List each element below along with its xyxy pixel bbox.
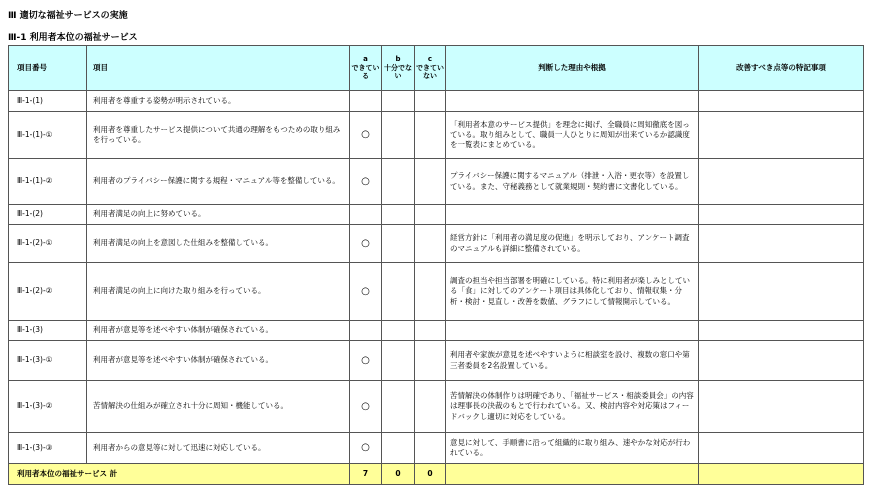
row-grade-a (350, 205, 382, 225)
row-id: Ⅲ-1-(1) (9, 91, 87, 112)
header-grade-a (350, 46, 382, 91)
header-grade-b-letter: b (395, 55, 401, 64)
row-reason: 「利用者本意のサービス提供」を理念に掲げ、全職員に周知徹底を図っている。取り組みとして、職員一人ひとりに周知が出来ているか認識度を一覧表にまとめている。 (446, 112, 699, 159)
table-row (9, 263, 864, 321)
row-reason (446, 205, 699, 225)
row-grade-a: ○ (350, 381, 382, 433)
row-grade-c (415, 205, 446, 225)
row-grade-a: ○ (350, 341, 382, 381)
table-row (9, 205, 864, 225)
row-grade-b (382, 205, 415, 225)
table-row (9, 321, 864, 341)
table-row (9, 225, 864, 263)
table-row (9, 433, 864, 464)
row-id: Ⅲ-1-(3)-② (9, 381, 87, 433)
row-grade-c (415, 381, 446, 433)
row-item: 利用者満足の向上に向けた取り組みを行っている。 (87, 263, 350, 321)
total-notes-empty (699, 464, 864, 485)
header-notes: 改善すべき点等の特記事項 (699, 46, 864, 91)
row-reason (446, 321, 699, 341)
subsection-title: Ⅲ-1 利用者本位の福祉サービス (8, 33, 138, 43)
row-item: 利用者満足の向上に努めている。 (87, 205, 350, 225)
row-notes (699, 321, 864, 341)
row-grade-a (350, 321, 382, 341)
row-notes (699, 225, 864, 263)
row-id: Ⅲ-1-(1)-② (9, 159, 87, 205)
row-id: Ⅲ-1-(3)-① (9, 341, 87, 381)
row-item: 利用者が意見等を述べやすい体制が確保されている。 (87, 321, 350, 341)
row-grade-c (415, 321, 446, 341)
row-grade-b (382, 225, 415, 263)
row-notes (699, 205, 864, 225)
row-notes (699, 91, 864, 112)
table-row (9, 341, 864, 381)
row-notes (699, 159, 864, 205)
row-grade-c (415, 225, 446, 263)
row-item: 苦情解決の仕組みが確立され十分に周知・機能している。 (87, 381, 350, 433)
row-grade-c (415, 91, 446, 112)
table-row (9, 112, 864, 159)
header-grade-c-letter: c (427, 55, 433, 64)
row-grade-c (415, 263, 446, 321)
header-reason: 判断した理由や根拠 (446, 46, 699, 91)
table-row (9, 91, 864, 112)
row-notes (699, 341, 864, 381)
total-label: 利用者本位の福祉サービス 計 (9, 464, 350, 485)
total-reason-empty (446, 464, 699, 485)
row-id: Ⅲ-1-(3) (9, 321, 87, 341)
header-grade-b-text: 十分でない (384, 63, 412, 81)
row-item: 利用者を尊重したサービス提供について共通の理解をもつための取り組みを行っている。 (87, 112, 350, 159)
row-grade-b (382, 341, 415, 381)
row-grade-a: ○ (350, 225, 382, 263)
total-grade-b: 0 (382, 464, 415, 485)
row-id: Ⅲ-1-(1)-① (9, 112, 87, 159)
row-grade-b (382, 91, 415, 112)
row-id: Ⅲ-1-(2)-① (9, 225, 87, 263)
row-notes (699, 263, 864, 321)
evaluation-table (8, 45, 864, 485)
header-row (9, 46, 864, 91)
row-grade-b (382, 433, 415, 464)
row-reason: 苦情解決の体制作りは明確であり、「福祉サービス・相談委員会」の内容は理事長の決裁のもとで行われている。又、検討内容や対応策はフィードバックし適切に対応をしている。 (446, 381, 699, 433)
row-grade-a (350, 91, 382, 112)
table-row (9, 381, 864, 433)
header-grade-c-text: できていない (416, 63, 444, 81)
row-notes (699, 112, 864, 159)
header-item: 項目 (87, 46, 350, 91)
table-row (9, 159, 864, 205)
row-grade-a: ○ (350, 159, 382, 205)
row-grade-b (382, 112, 415, 159)
header-grade-a-letter: a (363, 55, 368, 64)
row-grade-c (415, 433, 446, 464)
total-grade-a: 7 (350, 464, 382, 485)
header-grade-a-text: できている (351, 63, 380, 81)
row-item: 利用者のプライバシー保護に関する規程・マニュアル等を整備している。 (87, 159, 350, 205)
row-item: 利用者からの意見等に対して迅速に対応している。 (87, 433, 350, 464)
row-id: Ⅲ-1-(2) (9, 205, 87, 225)
row-grade-c (415, 112, 446, 159)
row-grade-a: ○ (350, 263, 382, 321)
row-notes (699, 381, 864, 433)
row-reason: 経営方針に「利用者の満足度の促進」を明示しており、アンケート調査のマニュアルも詳細に整備されている。 (446, 225, 699, 263)
row-grade-c (415, 341, 446, 381)
total-row (9, 464, 864, 485)
total-grade-c: 0 (415, 464, 446, 485)
row-reason: 調査の担当や担当部署を明確にしている。特に利用者が楽しみとしている「食」に対してのアンケート項目は具体化しており、情報収集・分析・検討・見直し・改善を数値、グラフにして情報開示している。 (446, 263, 699, 321)
row-item: 利用者が意見等を述べやすい体制が確保されている。 (87, 341, 350, 381)
row-reason: 利用者や家族が意見を述べやすいように相談室を設け、複数の窓口や第三者委員を2名設置している。 (446, 341, 699, 381)
header-grade-c (415, 46, 446, 91)
row-reason: プライバシー保護に関するマニュアル（排泄・入浴・更衣等）を設置している。また、守秘義務として就業規則・契約書に文書化している。 (446, 159, 699, 205)
row-id: Ⅲ-1-(3)-③ (9, 433, 87, 464)
header-id: 項目番号 (9, 46, 87, 91)
row-notes (699, 433, 864, 464)
row-item: 利用者を尊重する姿勢が明示されている。 (87, 91, 350, 112)
row-grade-b (382, 159, 415, 205)
row-grade-b (382, 321, 415, 341)
row-reason: 意見に対して、手順書に沿って組織的に取り組み、速やかな対応が行われている。 (446, 433, 699, 464)
row-grade-b (382, 381, 415, 433)
row-item: 利用者満足の向上を意図した仕組みを整備している。 (87, 225, 350, 263)
row-grade-b (382, 263, 415, 321)
header-grade-b (382, 46, 415, 91)
section-title: Ⅲ 適切な福祉サービスの実施 (8, 11, 128, 21)
row-reason (446, 91, 699, 112)
row-grade-a: ○ (350, 112, 382, 159)
row-grade-c (415, 159, 446, 205)
row-grade-a: ○ (350, 433, 382, 464)
row-id: Ⅲ-1-(2)-② (9, 263, 87, 321)
